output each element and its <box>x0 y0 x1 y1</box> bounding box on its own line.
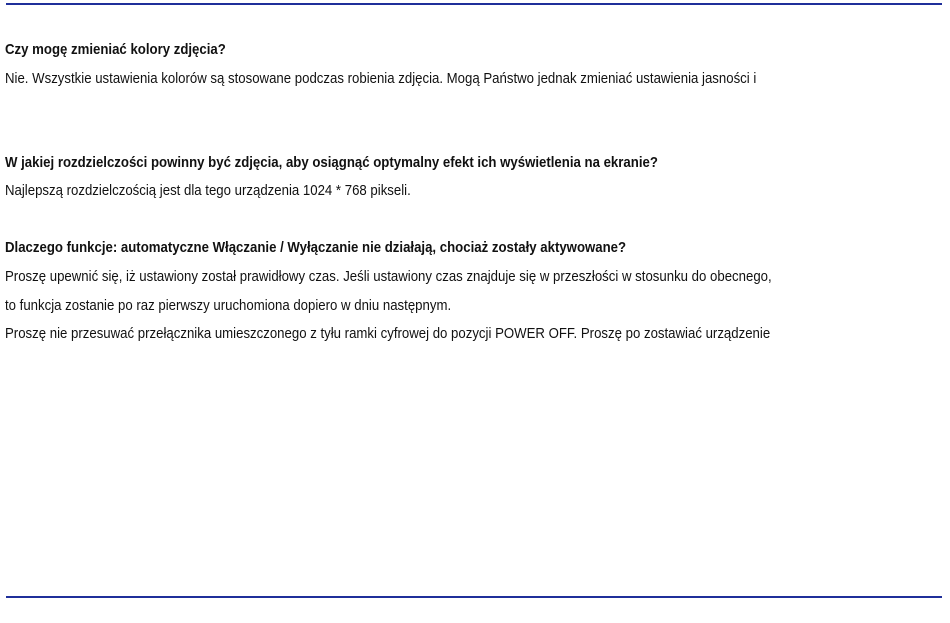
faq-answer-auto-power-line-3: Proszę nie przesuwać przełącznika umieszczonego z tyłu ramki cyfrowej do pozycji POWER OFF. Proszę po zostawiać urządzenie <box>5 325 771 342</box>
faq-answer-auto-power-line-2: to funkcja zostanie po raz pierwszy uruchomiona dopiero w dniu następnym. <box>5 297 452 314</box>
faq-answer-resolution: Najlepszą rozdzielczością jest dla tego urządzenia 1024 * 768 pikseli. <box>5 182 411 199</box>
faq-question-auto-power: Dlaczego funkcje: automatyczne Włączanie / Wyłączanie nie działają, chociaż zostały aktywowane? <box>5 239 627 256</box>
faq-answer-auto-power-line-1: Proszę upewnić się, iż ustawiony został prawidłowy czas. Jeśli ustawiony czas znajduje się w przeszłości w stosunku do obecnego, <box>5 268 772 285</box>
faq-question-resolution: W jakiej rozdzielczości powinny być zdjęcia, aby osiągnąć optymalny efekt ich wyświetlenia na ekranie? <box>5 154 658 171</box>
faq-answer-colors: Nie. Wszystkie ustawienia kolorów są stosowane podczas robienia zdjęcia. Mogą Państwo jednak zmieniać ustawienia jasności i <box>5 70 757 87</box>
faq-question-colors: Czy mogę zmieniać kolory zdjęcia? <box>5 41 226 58</box>
top-divider <box>6 3 942 5</box>
bottom-divider <box>6 596 942 598</box>
